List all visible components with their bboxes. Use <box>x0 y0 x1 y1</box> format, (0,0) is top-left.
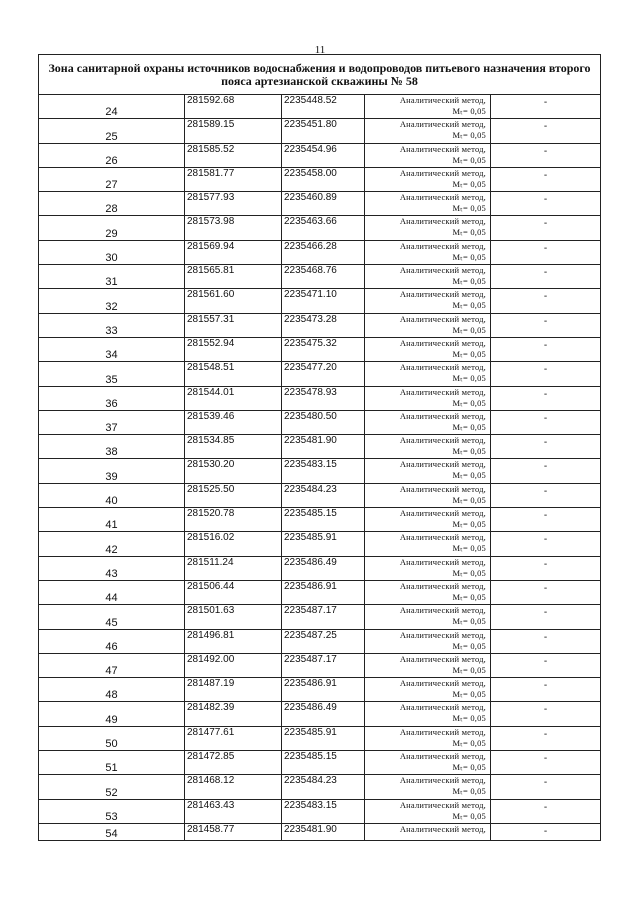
x-coordinate: 281530.20 <box>185 459 282 483</box>
method-cell <box>365 823 491 840</box>
x-coordinate: 281577.93 <box>185 192 282 216</box>
point-number: 45 <box>105 616 118 629</box>
method-cell <box>365 337 491 361</box>
method-text: Аналитический метод, <box>399 823 486 834</box>
accuracy-text: Mₜ= 0,05 <box>452 276 486 287</box>
method-text: Аналитический метод, <box>399 240 486 251</box>
error-cell: - <box>491 240 601 264</box>
x-coordinate: 281565.81 <box>185 265 282 289</box>
x-coordinate: 281516.02 <box>185 532 282 556</box>
x-coordinate: 281525.50 <box>185 483 282 507</box>
accuracy-text: Mₜ= 0,05 <box>452 421 486 432</box>
point-number-cell <box>39 265 185 289</box>
point-number-cell <box>39 143 185 167</box>
error-cell: - <box>491 167 601 191</box>
x-coordinate: 281492.00 <box>185 653 282 677</box>
point-number: 28 <box>105 203 118 216</box>
error-cell: - <box>491 192 601 216</box>
method-cell <box>365 119 491 143</box>
point-number: 30 <box>105 252 118 265</box>
point-number: 24 <box>105 106 118 119</box>
method-text: Аналитический метод, <box>399 143 486 154</box>
error-cell: - <box>491 799 601 823</box>
error-cell: - <box>491 289 601 313</box>
method-cell <box>365 702 491 726</box>
method-text: Аналитический метод, <box>399 95 486 105</box>
method-text: Аналитический метод, <box>399 751 486 762</box>
error-cell: - <box>491 580 601 604</box>
point-number-cell <box>39 775 185 799</box>
table-row <box>39 289 601 313</box>
table-row <box>39 726 601 750</box>
y-coordinate: 2235486.91 <box>282 580 365 604</box>
error-cell: - <box>491 775 601 799</box>
table-row <box>39 629 601 653</box>
accuracy-text: Mₜ= 0,05 <box>452 348 486 359</box>
method-cell <box>365 265 491 289</box>
method-cell <box>365 167 491 191</box>
method-cell <box>365 386 491 410</box>
accuracy-text: Mₜ= 0,05 <box>452 446 486 457</box>
table-row <box>39 823 601 840</box>
method-cell <box>365 362 491 386</box>
table-row <box>39 532 601 556</box>
point-number-cell <box>39 435 185 459</box>
y-coordinate: 2235458.00 <box>282 167 365 191</box>
method-text: Аналитический метод, <box>399 410 486 421</box>
point-number: 50 <box>105 738 118 751</box>
error-cell: - <box>491 362 601 386</box>
accuracy-text: Mₜ= 0,05 <box>452 616 486 627</box>
accuracy-text: Mₜ= 0,05 <box>452 470 486 481</box>
accuracy-text: Mₜ= 0,05 <box>452 106 486 116</box>
method-text: Аналитический метод, <box>399 119 486 130</box>
table-row <box>39 265 601 289</box>
point-number-cell <box>39 216 185 240</box>
x-coordinate: 281569.94 <box>185 240 282 264</box>
table-title: Зона санитарной охраны источников водоснабжения и водопроводов питьевого назначения второго пояса артезианской скважины № 58 <box>39 55 601 95</box>
method-cell <box>365 605 491 629</box>
accuracy-text: Mₜ= 0,05 <box>452 810 486 821</box>
y-coordinate: 2235485.91 <box>282 726 365 750</box>
method-text: Аналитический метод, <box>399 629 486 640</box>
accuracy-text: Mₜ= 0,05 <box>452 373 486 384</box>
y-coordinate: 2235477.20 <box>282 362 365 386</box>
error-cell: - <box>491 265 601 289</box>
accuracy-text: Mₜ= 0,05 <box>452 591 486 602</box>
point-number-cell <box>39 605 185 629</box>
method-cell <box>365 629 491 653</box>
point-number-cell <box>39 240 185 264</box>
point-number: 34 <box>105 349 118 362</box>
y-coordinate: 2235487.25 <box>282 629 365 653</box>
method-cell <box>365 508 491 532</box>
method-cell <box>365 726 491 750</box>
y-coordinate: 2235483.15 <box>282 459 365 483</box>
y-coordinate: 2235480.50 <box>282 410 365 434</box>
error-cell: - <box>491 726 601 750</box>
table-row <box>39 410 601 434</box>
point-number: 43 <box>105 567 118 580</box>
coordinates-table <box>38 54 601 841</box>
point-number-cell <box>39 313 185 337</box>
table-row <box>39 337 601 361</box>
error-cell: - <box>491 95 601 119</box>
method-cell <box>365 143 491 167</box>
x-coordinate: 281511.24 <box>185 556 282 580</box>
method-cell <box>365 799 491 823</box>
x-coordinate: 281463.43 <box>185 799 282 823</box>
y-coordinate: 2235485.15 <box>282 508 365 532</box>
point-number-cell <box>39 192 185 216</box>
table-row <box>39 362 601 386</box>
table-row <box>39 435 601 459</box>
x-coordinate: 281506.44 <box>185 580 282 604</box>
point-number: 31 <box>105 276 118 289</box>
error-cell: - <box>491 702 601 726</box>
y-coordinate: 2235484.23 <box>282 483 365 507</box>
point-number: 54 <box>105 827 118 840</box>
method-cell <box>365 556 491 580</box>
method-cell <box>365 313 491 337</box>
y-coordinate: 2235451.80 <box>282 119 365 143</box>
method-text: Аналитический метод, <box>399 653 486 664</box>
point-number-cell <box>39 386 185 410</box>
x-coordinate: 281573.98 <box>185 216 282 240</box>
x-coordinate: 281552.94 <box>185 337 282 361</box>
y-coordinate: 2235454.96 <box>282 143 365 167</box>
error-cell: - <box>491 337 601 361</box>
error-cell: - <box>491 459 601 483</box>
point-number: 46 <box>105 640 118 653</box>
error-cell: - <box>491 823 601 840</box>
table-row <box>39 143 601 167</box>
y-coordinate: 2235460.89 <box>282 192 365 216</box>
point-number: 49 <box>105 713 118 726</box>
method-text: Аналитический метод, <box>399 313 486 324</box>
error-cell: - <box>491 678 601 702</box>
point-number-cell <box>39 556 185 580</box>
method-text: Аналитический метод, <box>399 265 486 276</box>
method-text: Аналитический метод, <box>399 216 486 227</box>
y-coordinate: 2235484.23 <box>282 775 365 799</box>
point-number: 38 <box>105 446 118 459</box>
method-cell <box>365 532 491 556</box>
method-cell <box>365 678 491 702</box>
method-text: Аналитический метод, <box>399 678 486 689</box>
accuracy-text: Mₜ= 0,05 <box>452 130 486 141</box>
method-cell <box>365 580 491 604</box>
error-cell: - <box>491 653 601 677</box>
accuracy-text: Mₜ= 0,05 <box>452 762 486 773</box>
y-coordinate: 2235486.49 <box>282 702 365 726</box>
table-row <box>39 483 601 507</box>
y-coordinate: 2235481.90 <box>282 823 365 840</box>
point-number: 32 <box>105 300 118 313</box>
y-coordinate: 2235468.76 <box>282 265 365 289</box>
error-cell: - <box>491 435 601 459</box>
x-coordinate: 281477.61 <box>185 726 282 750</box>
accuracy-text: Mₜ= 0,05 <box>452 397 486 408</box>
point-number-cell <box>39 410 185 434</box>
error-cell: - <box>491 508 601 532</box>
point-number: 26 <box>105 154 118 167</box>
point-number-cell <box>39 702 185 726</box>
y-coordinate: 2235483.15 <box>282 799 365 823</box>
method-cell <box>365 216 491 240</box>
point-number: 42 <box>105 543 118 556</box>
x-coordinate: 281534.85 <box>185 435 282 459</box>
accuracy-text: Mₜ= 0,05 <box>452 689 486 700</box>
method-cell <box>365 95 491 119</box>
method-text: Аналитический метод, <box>399 435 486 446</box>
x-coordinate: 281458.77 <box>185 823 282 840</box>
point-number-cell <box>39 289 185 313</box>
table-row <box>39 678 601 702</box>
accuracy-text: Mₜ= 0,05 <box>452 640 486 651</box>
x-coordinate: 281592.68 <box>185 95 282 119</box>
point-number-cell <box>39 726 185 750</box>
point-number-cell <box>39 362 185 386</box>
table-row <box>39 95 601 119</box>
table-row <box>39 167 601 191</box>
table-row <box>39 240 601 264</box>
accuracy-text: Mₜ= 0,05 <box>452 786 486 797</box>
accuracy-text: Mₜ= 0,05 <box>452 543 486 554</box>
error-cell: - <box>491 313 601 337</box>
error-cell: - <box>491 143 601 167</box>
table-row <box>39 605 601 629</box>
table-row <box>39 216 601 240</box>
method-text: Аналитический метод, <box>399 337 486 348</box>
accuracy-text: Mₜ= 0,05 <box>452 494 486 505</box>
point-number-cell <box>39 337 185 361</box>
point-number: 51 <box>105 762 118 775</box>
x-coordinate: 281520.78 <box>185 508 282 532</box>
error-cell: - <box>491 483 601 507</box>
point-number-cell <box>39 823 185 840</box>
method-cell <box>365 289 491 313</box>
point-number: 40 <box>105 495 118 508</box>
x-coordinate: 281585.52 <box>185 143 282 167</box>
method-text: Аналитический метод, <box>399 556 486 567</box>
point-number: 33 <box>105 324 118 337</box>
table-row <box>39 192 601 216</box>
x-coordinate: 281487.19 <box>185 678 282 702</box>
method-text: Аналитический метод, <box>399 605 486 616</box>
method-text: Аналитический метод, <box>399 362 486 373</box>
point-number: 44 <box>105 592 118 605</box>
point-number-cell <box>39 483 185 507</box>
table-row <box>39 653 601 677</box>
method-text: Аналитический метод, <box>399 726 486 737</box>
point-number-cell <box>39 95 185 119</box>
method-text: Аналитический метод, <box>399 459 486 470</box>
point-number-cell <box>39 653 185 677</box>
x-coordinate: 281501.63 <box>185 605 282 629</box>
table-row <box>39 508 601 532</box>
error-cell: - <box>491 556 601 580</box>
point-number: 48 <box>105 689 118 702</box>
accuracy-text: Mₜ= 0,05 <box>452 251 486 262</box>
method-cell <box>365 435 491 459</box>
table-row <box>39 775 601 799</box>
title-row <box>39 55 601 95</box>
error-cell: - <box>491 119 601 143</box>
method-text: Аналитический метод, <box>399 167 486 178</box>
accuracy-text: Mₜ= 0,05 <box>452 203 486 214</box>
method-cell <box>365 192 491 216</box>
y-coordinate: 2235448.52 <box>282 95 365 119</box>
method-cell <box>365 653 491 677</box>
accuracy-text: Mₜ= 0,05 <box>452 567 486 578</box>
y-coordinate: 2235486.49 <box>282 556 365 580</box>
method-text: Аналитический метод, <box>399 775 486 786</box>
y-coordinate: 2235487.17 <box>282 653 365 677</box>
method-cell <box>365 459 491 483</box>
x-coordinate: 281589.15 <box>185 119 282 143</box>
y-coordinate: 2235485.15 <box>282 751 365 775</box>
point-number: 41 <box>105 519 118 532</box>
table-row <box>39 386 601 410</box>
accuracy-text: Mₜ= 0,05 <box>452 664 486 675</box>
table-row <box>39 751 601 775</box>
y-coordinate: 2235487.17 <box>282 605 365 629</box>
y-coordinate: 2235473.28 <box>282 313 365 337</box>
x-coordinate: 281581.77 <box>185 167 282 191</box>
point-number-cell <box>39 459 185 483</box>
table-row <box>39 580 601 604</box>
point-number: 47 <box>105 665 118 678</box>
table-row <box>39 459 601 483</box>
table-row <box>39 799 601 823</box>
accuracy-text: Mₜ= 0,05 <box>452 713 486 724</box>
x-coordinate: 281544.01 <box>185 386 282 410</box>
point-number-cell <box>39 119 185 143</box>
method-text: Аналитический метод, <box>399 483 486 494</box>
y-coordinate: 2235463.66 <box>282 216 365 240</box>
x-coordinate: 281557.31 <box>185 313 282 337</box>
accuracy-text: Mₜ= 0,05 <box>452 519 486 530</box>
accuracy-text: Mₜ= 0,05 <box>452 178 486 189</box>
point-number-cell <box>39 508 185 532</box>
x-coordinate: 281496.81 <box>185 629 282 653</box>
x-coordinate: 281561.60 <box>185 289 282 313</box>
error-cell: - <box>491 216 601 240</box>
x-coordinate: 281539.46 <box>185 410 282 434</box>
y-coordinate: 2235486.91 <box>282 678 365 702</box>
y-coordinate: 2235485.91 <box>282 532 365 556</box>
accuracy-text: Mₜ= 0,05 <box>452 324 486 335</box>
point-number-cell <box>39 532 185 556</box>
y-coordinate: 2235466.28 <box>282 240 365 264</box>
point-number-cell <box>39 678 185 702</box>
accuracy-text: Mₜ= 0,05 <box>452 737 486 748</box>
error-cell: - <box>491 410 601 434</box>
y-coordinate: 2235475.32 <box>282 337 365 361</box>
method-cell <box>365 775 491 799</box>
x-coordinate: 281482.39 <box>185 702 282 726</box>
point-number: 52 <box>105 786 118 799</box>
table-row <box>39 119 601 143</box>
page-number: 11 <box>314 44 326 56</box>
method-cell <box>365 483 491 507</box>
point-number-cell <box>39 167 185 191</box>
method-text: Аналитический метод, <box>399 580 486 591</box>
y-coordinate: 2235471.10 <box>282 289 365 313</box>
point-number-cell <box>39 751 185 775</box>
method-cell <box>365 410 491 434</box>
point-number: 53 <box>105 810 118 823</box>
method-text: Аналитический метод, <box>399 799 486 810</box>
point-number: 36 <box>105 397 118 410</box>
point-number: 29 <box>105 227 118 240</box>
point-number-cell <box>39 580 185 604</box>
method-text: Аналитический метод, <box>399 192 486 203</box>
method-text: Аналитический метод, <box>399 702 486 713</box>
point-number: 27 <box>105 179 118 192</box>
y-coordinate: 2235481.90 <box>282 435 365 459</box>
point-number: 25 <box>105 130 118 143</box>
method-text: Аналитический метод, <box>399 386 486 397</box>
point-number: 39 <box>105 470 118 483</box>
table-row <box>39 702 601 726</box>
error-cell: - <box>491 386 601 410</box>
accuracy-text: Mₜ= 0,05 <box>452 227 486 238</box>
method-cell <box>365 751 491 775</box>
table-row <box>39 313 601 337</box>
x-coordinate: 281468.12 <box>185 775 282 799</box>
method-text: Аналитический метод, <box>399 532 486 543</box>
point-number-cell <box>39 799 185 823</box>
point-number-cell <box>39 629 185 653</box>
x-coordinate: 281548.51 <box>185 362 282 386</box>
error-cell: - <box>491 532 601 556</box>
point-number: 37 <box>105 422 118 435</box>
method-text: Аналитический метод, <box>399 289 486 300</box>
error-cell: - <box>491 629 601 653</box>
method-cell <box>365 240 491 264</box>
x-coordinate: 281472.85 <box>185 751 282 775</box>
error-cell: - <box>491 605 601 629</box>
method-text: Аналитический метод, <box>399 508 486 519</box>
accuracy-text: Mₜ= 0,05 <box>452 300 486 311</box>
point-number: 35 <box>105 373 118 386</box>
table-row <box>39 556 601 580</box>
error-cell: - <box>491 751 601 775</box>
y-coordinate: 2235478.93 <box>282 386 365 410</box>
accuracy-text: Mₜ= 0,05 <box>452 154 486 165</box>
